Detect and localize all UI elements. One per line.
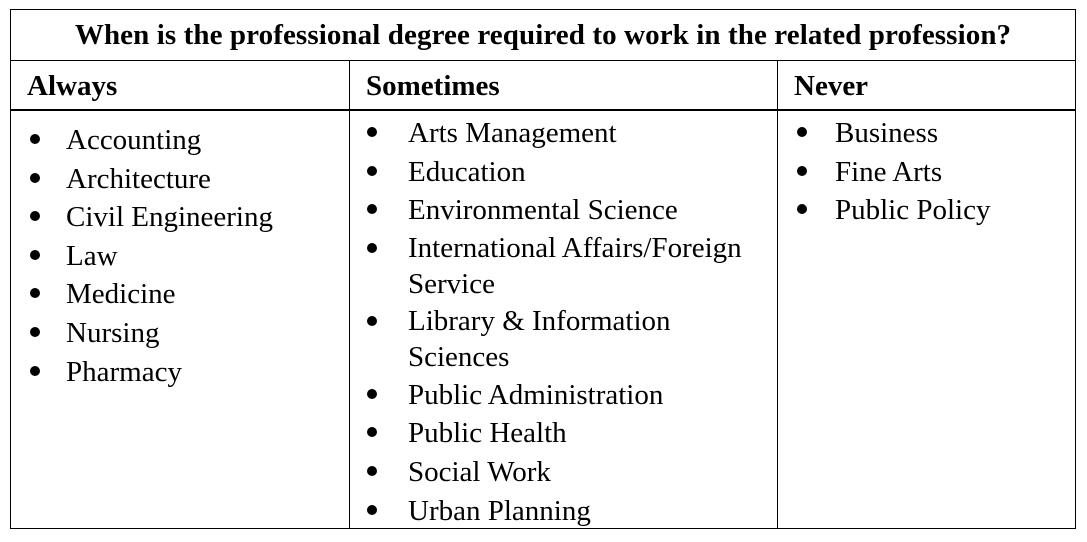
list-item-label: Nursing — [66, 316, 160, 349]
list-item-label: Fine Arts — [835, 155, 943, 188]
list-item — [350, 453, 778, 492]
list-item-label: Public Health — [408, 417, 567, 450]
list-item-label: Architecture — [66, 162, 211, 195]
list-item — [11, 353, 350, 392]
list-item-label: Public Administration — [408, 378, 664, 411]
column-header-always: Always — [27, 70, 118, 102]
bullet-icon — [30, 173, 40, 183]
bullet-icon — [367, 466, 377, 476]
list-item — [11, 121, 350, 160]
bullet-icon — [30, 327, 40, 337]
list-item-label: Public Policy — [835, 194, 991, 227]
list-item-label: Medicine — [66, 278, 176, 311]
list-item — [350, 191, 778, 230]
list-item-label: Pharmacy — [66, 355, 182, 388]
bullet-icon — [797, 127, 807, 137]
list-item — [11, 237, 350, 276]
list-item — [350, 114, 778, 153]
list-item — [350, 414, 778, 453]
list-item-label: Business — [835, 117, 939, 149]
list-item-label: Civil Engineering — [66, 201, 273, 234]
list-item — [778, 191, 1077, 230]
bullet-icon — [367, 204, 377, 214]
list-item-label: Urban Planning — [408, 494, 591, 527]
cell-never-list — [778, 111, 1077, 529]
cell-sometimes-list — [350, 111, 778, 529]
list-item — [350, 153, 778, 192]
list-item — [11, 314, 350, 353]
list-item-label: Environmental Science — [408, 194, 678, 227]
bullet-icon — [30, 250, 40, 260]
column-header-never: Never — [794, 70, 869, 102]
bullet-icon — [367, 316, 377, 326]
bullet-icon — [367, 166, 377, 176]
degree-requirement-table — [10, 9, 1076, 529]
column-header-sometimes: Sometimes — [366, 70, 500, 102]
list-item — [11, 275, 350, 314]
bullet-icon — [30, 134, 40, 144]
list-item-label: Education — [408, 155, 526, 188]
bullet-list-sometimes — [350, 114, 778, 530]
bullet-icon — [367, 243, 377, 253]
list-item — [350, 376, 778, 415]
list-item — [778, 114, 1077, 153]
bullet-icon — [30, 211, 40, 221]
bullet-icon — [367, 505, 377, 515]
bullet-icon — [30, 366, 40, 376]
list-item-label: Law — [66, 239, 118, 272]
bullet-icon — [367, 127, 377, 137]
bullet-icon — [367, 389, 377, 399]
table-body-row — [11, 111, 1075, 529]
list-item-label: Arts Management — [408, 117, 617, 149]
list-item-label: Social Work — [408, 455, 551, 488]
bullet-icon — [797, 204, 807, 214]
bullet-list-always — [11, 121, 350, 391]
bullet-icon — [797, 166, 807, 176]
table-header-row — [11, 61, 1075, 111]
list-item — [350, 303, 778, 376]
bullet-icon — [30, 288, 40, 298]
cell-always-list — [11, 111, 350, 529]
list-item — [350, 230, 778, 303]
table-title: When is the professional degree required to work in the related profession? — [11, 10, 1075, 61]
list-item — [350, 492, 778, 531]
bullet-icon — [367, 427, 377, 437]
list-item — [11, 198, 350, 237]
list-item-label: Accounting — [66, 124, 202, 156]
list-item — [11, 160, 350, 199]
bullet-list-never — [778, 114, 1077, 230]
list-item-label: International Affairs/Foreign Service — [408, 231, 742, 301]
list-item-label: Library & Information Sciences — [408, 304, 671, 374]
list-item — [778, 153, 1077, 192]
